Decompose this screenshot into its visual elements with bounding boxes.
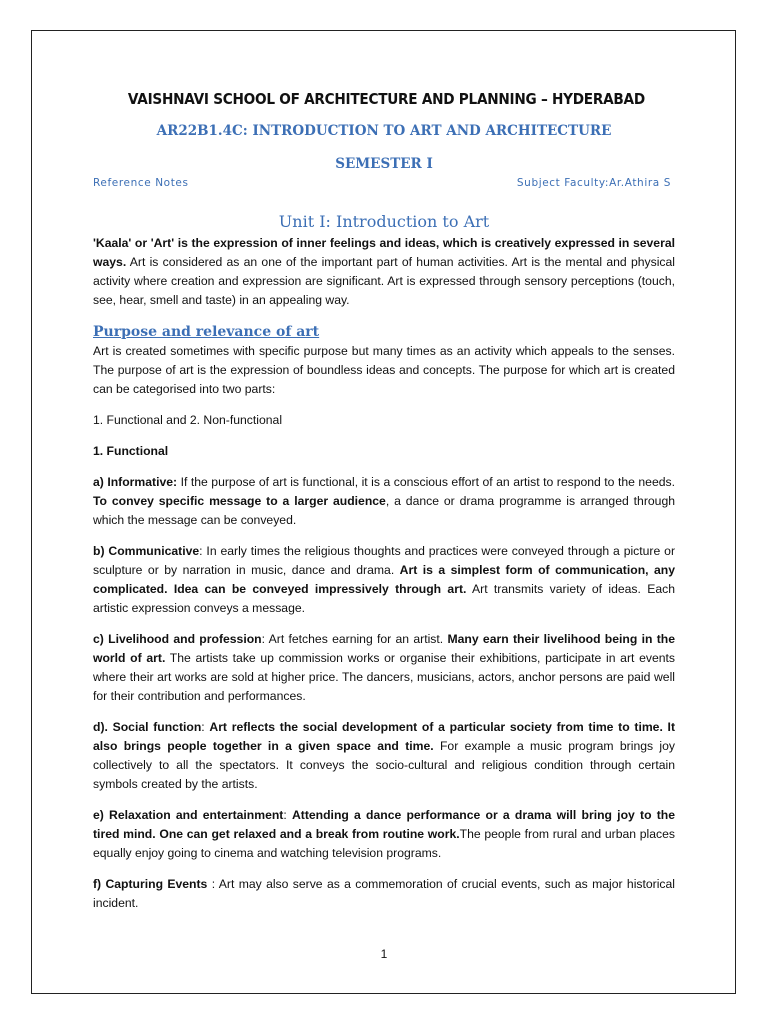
item-text: , a dance or drama programme is arranged through which the message can be conveyed. xyxy=(93,494,676,527)
item-bold-text: Attending a dance performance or a drama will bring joy to the tired mind. One can get relaxed and a break from routine work. xyxy=(93,808,675,841)
purpose-paragraph: Art is created sometimes with specific purpose but many times as an activity which appeals to the senses. The purpose of art is the expression of boundless ideas and concepts. The purpose for which art is created can be categorised into two parts: xyxy=(93,344,675,396)
item-label: d). Social function xyxy=(93,720,202,734)
functional-heading-text: 1. Functional xyxy=(93,444,169,458)
page-number: 1 xyxy=(380,947,388,961)
intro-paragraph xyxy=(93,234,675,310)
intro-text: Art is considered as an one of the important part of human activities. Art is the mental and physical activity where creation and expression are significant. Art is expressed through sensory perceptions (touch, see, hear, smell and taste) in an appealing way. xyxy=(93,255,675,307)
item-text: : xyxy=(201,720,210,734)
subject-faculty-label: Subject Faculty:Ar.Athira S xyxy=(516,177,671,189)
item-text: The artists take up commission works or organise their exhibitions, participate in art events where their art works are sold at higher price. The dancers, musicians, actors, anchor persons are paid well for their contribution and performances. xyxy=(93,651,675,703)
item-bold-text: Art reflects the social development of a particular society from time to time. It also brings people together in a given space and time. xyxy=(93,720,675,753)
item-capturing-events xyxy=(93,875,675,913)
unit-title: Unit I: Introduction to Art xyxy=(278,212,490,231)
item-bold-text: Many earn their livelihood being in the world of art. xyxy=(93,632,676,665)
item-text: The people from rural and urban places equally enjoy going to cinema and watching television programs. xyxy=(93,827,675,860)
intro-bold: 'Kaala' or 'Art' is the expression of inner feelings and ideas, which is creatively expressed in several ways. xyxy=(93,236,675,269)
item-label: a) Informative: xyxy=(93,475,178,489)
item-label: c) Livelihood and profession xyxy=(93,632,262,646)
item-text: If the purpose of art is functional, it is a conscious effort of an artist to respond to the needs. xyxy=(177,475,675,489)
item-label: f) Capturing Events xyxy=(93,877,208,891)
item-text: : Art may also serve as a commemoration of crucial events, such as major historical incident. xyxy=(93,877,675,910)
item-relaxation xyxy=(93,806,675,863)
item-text: Art transmits variety of ideas. Each artistic expression conveys a message. xyxy=(93,582,675,615)
course-title: AR22B1.4C: INTRODUCTION TO ART AND ARCHITECTURE xyxy=(156,123,612,139)
semester-label: SEMESTER I xyxy=(335,156,433,172)
item-label: e) Relaxation and entertainment xyxy=(93,808,284,822)
item-communicative xyxy=(93,542,675,618)
section-heading-purpose: Purpose and relevance of art xyxy=(93,324,320,340)
item-informative xyxy=(93,473,675,530)
item-livelihood xyxy=(93,630,675,706)
reference-line xyxy=(93,174,675,192)
item-bold-text: To convey specific message to a larger audience xyxy=(93,494,386,508)
document-body xyxy=(93,86,675,913)
item-bold-text: Art is a simplest form of communication, any complicated. Idea can be conveyed impressively through art. xyxy=(93,563,675,596)
item-text: : Art fetches earning for an artist. xyxy=(261,632,448,646)
parts-line: 1. Functional and 2. Non-functional xyxy=(93,413,283,427)
item-text: For example a music program brings joy collectively to all the spectators. It conveys the socio-cultural and religious condition through certain symbols created by the artists. xyxy=(93,739,676,791)
reference-notes-label: Reference Notes xyxy=(93,177,189,189)
item-social-function xyxy=(93,718,675,794)
item-label: b) Communicative xyxy=(93,544,200,558)
item-text: : xyxy=(283,808,292,822)
functional-heading xyxy=(93,442,675,461)
school-title: VAISHNAVI SCHOOL OF ARCHITECTURE AND PLANNING – HYDERABAD xyxy=(127,90,645,108)
item-text: : In early times the religious thoughts and practices were conveyed through a picture or sculpture or by narration in music, dance and drama. xyxy=(93,544,675,577)
